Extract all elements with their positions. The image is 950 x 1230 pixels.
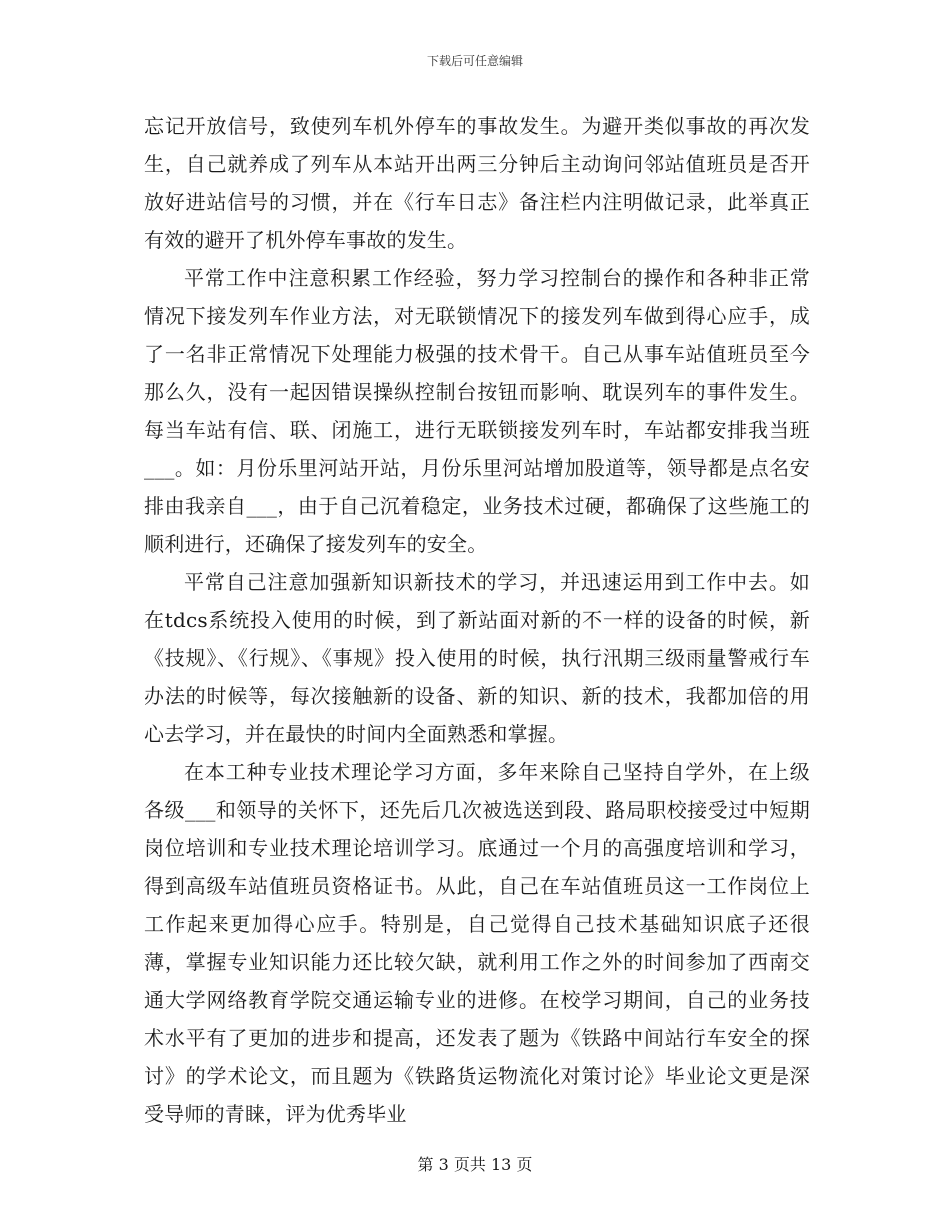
paragraph-1: 忘记开放信号，致使列车机外停车的事故发生。为避开类似事故的再次发生，自己就养成了列车从本站开出两三分钟后主动询问邻站值班员是否开放好进站信号的习惯，并在《行车日志》备注栏内注明做记录，此举真正有效的避开了机外停车事故的发生。 [144, 114, 810, 252]
paragraph-2: 平常工作中注意积累工作经验，努力学习控制台的操作和各种非正常情况下接发列车作业方法，对无联锁情况下的接发列车做到得心应手，成了一名非正常情况下处理能力极强的技术骨干。自己从事车站值班员至今那么久，没有一起因错误操纵控制台按钮而影响、耽误列车的事件发生。每当车站有信、联、闭施工，进行无联锁接发列车时，车站都安排我当班___。如：月份乐里河站开站，月份乐里河站增加股道等，领导都是点名安排由我亲自___，由于自己沉着稳定，业务技术过硬，都确保了这些施工的顺利进行，还确保了接发列车的安全。 [144, 266, 810, 556]
paragraph-4: 在本工种专业技术理论学习方面，多年来除自己坚持自学外，在上级各级___和领导的关怀下，还先后几次被选送到段、路局职校接受过中短期岗位培训和专业技术理论培训学习。底通过一个月的高强度培训和学习，得到高级车站值班员资格证书。从此，自己在车站值班员这一工作岗位上工作起来更加得心应手。特别是，自己觉得自己技术基础知识底子还很薄，掌握专业知识能力还比较欠缺，就利用工作之外的时间参加了西南交通大学网络教育学院交通运输专业的进修。在校学习期间，自己的业务技术水平有了更加的进步和提高，还发表了题为《铁路中间站行车安全的探讨》的学术论文，而且题为《铁路货运物流化对策讨论》毕业论文更是深受导师的青睐，评为优秀毕业 [144, 760, 810, 1126]
paragraph-3: 平常自己注意加强新知识新技术的学习，并迅速运用到工作中去。如在tdcs系统投入使用的时候，到了新站面对新的不一样的设备的时候，新《技规》、《行规》、《事规》投入使用的时候，执行汛期三级雨量警戒行车办法的时候等，每次接触新的设备、新的知识、新的技术，我都加倍的用心去学习，并在最快的时间内全面熟悉和掌握。 [144, 570, 810, 746]
page-footer: 第 3 页共 13 页 [417, 1155, 533, 1174]
document-body [144, 107, 810, 1133]
page-header: 下载后可任意编辑 [426, 54, 523, 68]
